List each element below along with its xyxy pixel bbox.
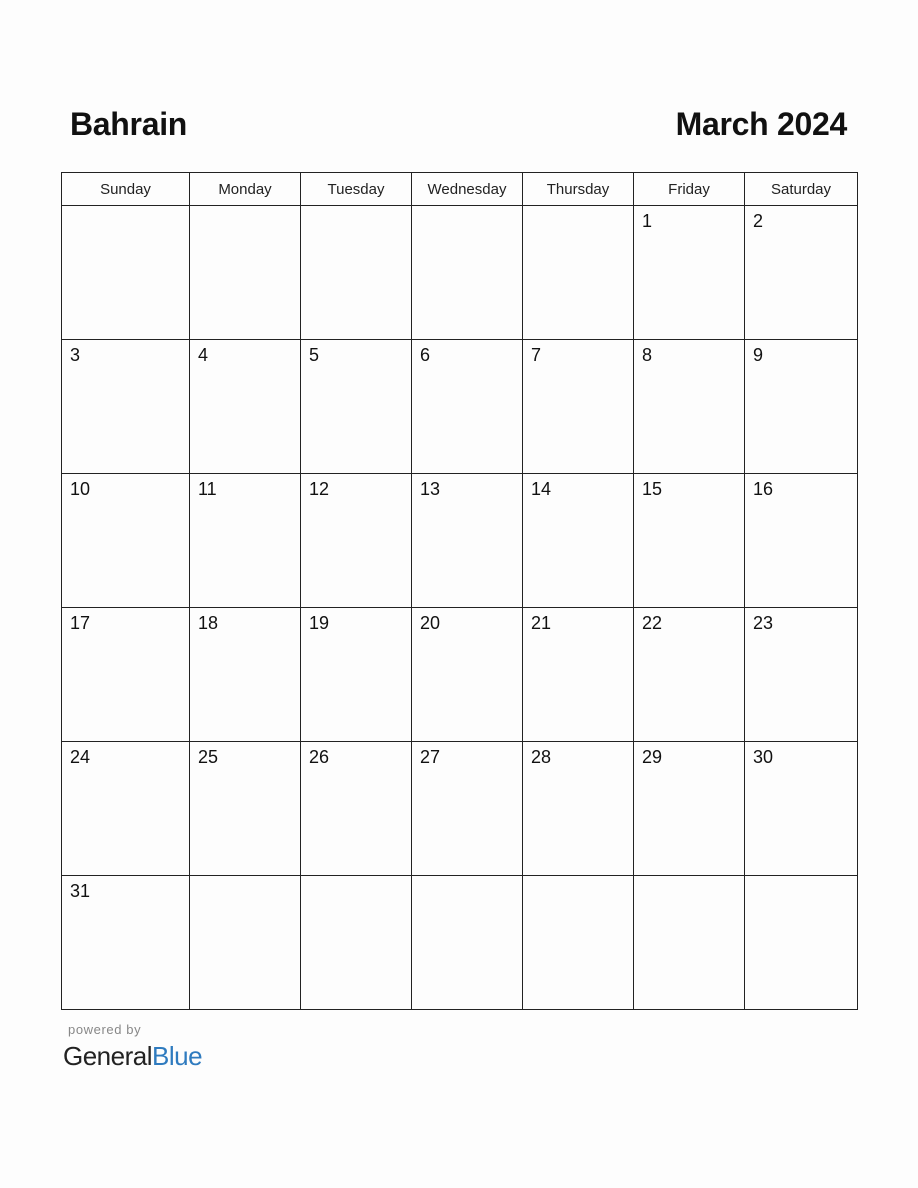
day-cell bbox=[634, 876, 745, 1010]
footer bbox=[63, 1022, 202, 1072]
day-cell bbox=[412, 742, 523, 876]
weekday-header-tuesday: Tuesday bbox=[301, 173, 412, 206]
day-cell bbox=[412, 340, 523, 474]
week-row bbox=[62, 742, 858, 876]
day-number bbox=[412, 206, 522, 211]
day-number: 3 bbox=[70, 345, 81, 365]
day-cell bbox=[62, 206, 190, 340]
day-number: 22 bbox=[642, 613, 663, 633]
day-cell bbox=[634, 474, 745, 608]
day-cell bbox=[634, 340, 745, 474]
day-cell bbox=[412, 474, 523, 608]
day-cell bbox=[62, 608, 190, 742]
calendar-grid bbox=[61, 172, 858, 1010]
day-cell bbox=[301, 340, 412, 474]
day-number bbox=[62, 206, 189, 211]
day-number: 2 bbox=[753, 211, 764, 231]
day-cell bbox=[745, 876, 858, 1010]
day-number bbox=[523, 876, 633, 881]
week-row bbox=[62, 206, 858, 340]
day-cell bbox=[523, 340, 634, 474]
day-number bbox=[190, 876, 300, 881]
day-number: 13 bbox=[420, 479, 441, 499]
day-cell bbox=[412, 608, 523, 742]
day-cell bbox=[523, 474, 634, 608]
day-number: 31 bbox=[70, 881, 91, 901]
day-cell bbox=[523, 742, 634, 876]
day-cell bbox=[190, 742, 301, 876]
day-number: 17 bbox=[70, 613, 91, 633]
day-number: 9 bbox=[753, 345, 764, 365]
brand-name-blue: Blue bbox=[152, 1041, 203, 1071]
week-row bbox=[62, 876, 858, 1010]
day-cell bbox=[190, 474, 301, 608]
weekday-header-monday: Monday bbox=[190, 173, 301, 206]
day-number bbox=[634, 876, 744, 881]
day-cell bbox=[301, 608, 412, 742]
weekday-header-thursday: Thursday bbox=[523, 173, 634, 206]
day-number bbox=[190, 206, 300, 211]
weekday-header-wednesday: Wednesday bbox=[412, 173, 523, 206]
day-number: 26 bbox=[309, 747, 330, 767]
day-cell bbox=[412, 206, 523, 340]
day-number: 7 bbox=[531, 345, 542, 365]
day-cell bbox=[745, 474, 858, 608]
country-title: Bahrain bbox=[70, 106, 188, 142]
day-cell bbox=[634, 608, 745, 742]
day-number: 16 bbox=[753, 479, 774, 499]
day-cell bbox=[62, 340, 190, 474]
week-row bbox=[62, 474, 858, 608]
day-cell bbox=[301, 474, 412, 608]
day-cell bbox=[62, 742, 190, 876]
day-number: 11 bbox=[198, 479, 217, 499]
weekday-header-saturday: Saturday bbox=[745, 173, 858, 206]
day-number: 21 bbox=[531, 613, 552, 633]
day-cell bbox=[301, 206, 412, 340]
day-cell bbox=[523, 206, 634, 340]
day-cell bbox=[301, 876, 412, 1010]
day-cell bbox=[301, 742, 412, 876]
powered-by-text: powered by bbox=[68, 1022, 142, 1037]
month-year-title: March 2024 bbox=[675, 106, 847, 142]
day-cell bbox=[62, 876, 190, 1010]
day-number: 25 bbox=[198, 747, 219, 767]
brand-name-general: General bbox=[63, 1041, 152, 1071]
day-number: 29 bbox=[642, 747, 663, 767]
day-number: 10 bbox=[70, 479, 91, 499]
day-cell bbox=[412, 876, 523, 1010]
day-cell bbox=[634, 742, 745, 876]
day-cell bbox=[190, 876, 301, 1010]
day-number: 23 bbox=[753, 613, 774, 633]
day-number: 14 bbox=[531, 479, 552, 499]
week-row bbox=[62, 340, 858, 474]
day-cell bbox=[190, 206, 301, 340]
day-number bbox=[523, 206, 633, 211]
day-cell bbox=[62, 474, 190, 608]
day-number bbox=[745, 876, 857, 881]
day-number: 15 bbox=[642, 479, 663, 499]
day-number bbox=[412, 876, 522, 881]
day-cell bbox=[745, 340, 858, 474]
day-number bbox=[301, 206, 411, 211]
day-cell bbox=[523, 876, 634, 1010]
day-cell bbox=[745, 742, 858, 876]
week-row bbox=[62, 608, 858, 742]
day-cell bbox=[745, 608, 858, 742]
day-number: 20 bbox=[420, 613, 441, 633]
day-cell bbox=[523, 608, 634, 742]
day-number: 8 bbox=[642, 345, 653, 365]
day-number: 6 bbox=[420, 345, 431, 365]
day-cell bbox=[745, 206, 858, 340]
weekday-header-sunday: Sunday bbox=[62, 173, 190, 206]
day-number: 1 bbox=[642, 211, 653, 231]
day-number: 24 bbox=[70, 747, 91, 767]
day-number: 18 bbox=[198, 613, 219, 633]
generalblue-logo[interactable] bbox=[63, 1040, 202, 1072]
weekday-header-row bbox=[62, 173, 858, 206]
day-number: 19 bbox=[309, 613, 330, 633]
day-cell bbox=[634, 206, 745, 340]
day-number bbox=[301, 876, 411, 881]
day-cell bbox=[190, 340, 301, 474]
day-number: 27 bbox=[420, 747, 441, 767]
day-number: 30 bbox=[753, 747, 774, 767]
day-cell bbox=[190, 608, 301, 742]
weekday-header-friday: Friday bbox=[634, 173, 745, 206]
day-number: 5 bbox=[309, 345, 320, 365]
day-number: 4 bbox=[198, 345, 209, 365]
day-number: 12 bbox=[309, 479, 330, 499]
day-number: 28 bbox=[531, 747, 552, 767]
